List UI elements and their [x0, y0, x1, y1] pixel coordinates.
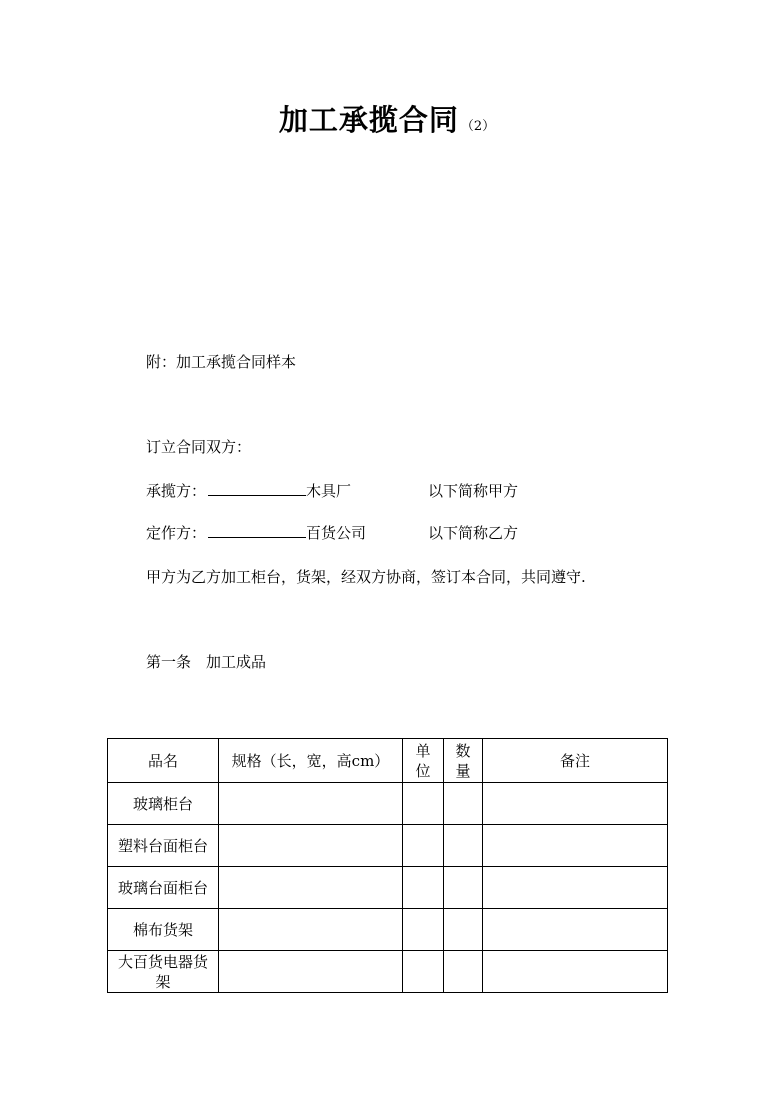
header-unit: [403, 739, 444, 783]
table-row: [108, 867, 668, 909]
appendix-line: 附：加工承揽合同样本: [146, 353, 297, 371]
goods-table: [107, 738, 668, 993]
cell-name: [108, 951, 219, 993]
cell-spec: [219, 867, 403, 909]
table-row: [108, 825, 668, 867]
table-row: [108, 783, 668, 825]
table-header-row: [108, 739, 668, 783]
cell-quantity: [444, 825, 483, 867]
header-quantity: [444, 739, 483, 783]
cell-name: 塑料台面柜台: [108, 825, 219, 867]
party-a-name-blank: [208, 481, 306, 496]
cell-remarks: [483, 783, 668, 825]
title-suffix: （2）: [460, 119, 496, 134]
table-row: [108, 909, 668, 951]
party-a-alias: 以下简称甲方: [428, 482, 519, 500]
title-text: 加工承揽合同: [278, 103, 459, 137]
cell-name: 玻璃柜台: [108, 783, 219, 825]
cell-remarks: [483, 867, 668, 909]
header-spec: 规格（长，宽，高cm）: [219, 739, 403, 783]
cell-spec: [219, 909, 403, 951]
cell-unit: [403, 867, 444, 909]
cell-remarks: [483, 825, 668, 867]
cell-name: 棉布货架: [108, 909, 219, 951]
party-a-name-suffix: 木具厂: [306, 482, 352, 500]
header-quantity-text: 数量: [455, 741, 471, 780]
party-a-role-label: 承揽方：: [146, 482, 207, 500]
cell-unit: [403, 783, 444, 825]
cell-quantity: [444, 867, 483, 909]
table-row: [108, 951, 668, 993]
cell-remarks: [483, 951, 668, 993]
header-name: 品名: [108, 739, 219, 783]
cell-quantity: [444, 909, 483, 951]
cell-quantity: [444, 783, 483, 825]
party-b-line: [146, 522, 518, 544]
party-b-alias: 以下简称乙方: [428, 524, 519, 542]
party-a-line: [146, 480, 518, 502]
cell-unit: [403, 825, 444, 867]
cell-name-text: 大百货电器货架: [117, 952, 208, 991]
cell-quantity: [444, 951, 483, 993]
party-b-name-suffix: 百货公司: [306, 524, 367, 542]
cell-unit: [403, 951, 444, 993]
cell-spec: [219, 825, 403, 867]
party-b-name-blank: [208, 523, 306, 538]
header-unit-text: 单位: [415, 741, 431, 780]
cell-remarks: [483, 909, 668, 951]
header-remarks: 备注: [483, 739, 668, 783]
cell-unit: [403, 909, 444, 951]
parties-heading: 订立合同双方：: [146, 438, 252, 456]
cell-spec: [219, 951, 403, 993]
cell-name: 玻璃台面柜台: [108, 867, 219, 909]
document-title: [0, 100, 774, 147]
party-b-role-label: 定作方：: [146, 524, 207, 542]
article-1-heading: 第一条 加工成品: [146, 653, 267, 671]
intro-sentence: 甲方为乙方加工柜台，货架，经双方协商，签订本合同，共同遵守.: [146, 568, 586, 586]
cell-spec: [219, 783, 403, 825]
